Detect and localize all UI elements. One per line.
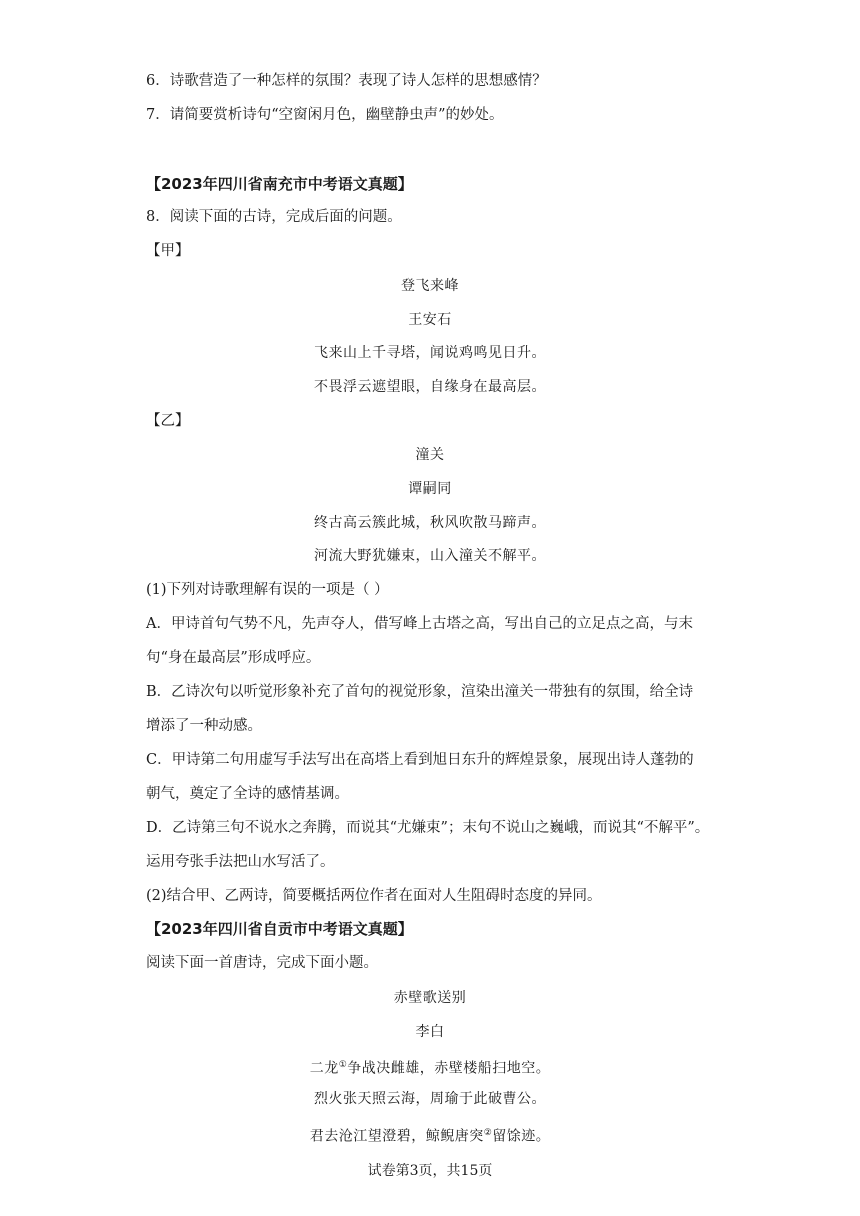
poem-chibi-author: 李白 [415, 1024, 445, 1040]
poem-text: 二龙 [309, 1060, 339, 1077]
option-d-line2: 运用夸张手法把山水写活了。 [146, 854, 335, 870]
option-a-line1: A．甲诗首句气势不凡，先声夺人，借写峰上古塔之高，写出自己的立足点之高，与末 [146, 616, 693, 632]
poem-yi-line2: 河流大野犹嫌束，山入潼关不解平。 [314, 548, 546, 564]
poem-jia-author: 王安石 [408, 312, 452, 328]
question-8: 8．阅读下面的古诗，完成后面的问题。 [146, 209, 402, 225]
poem-yi-author: 谭嗣同 [408, 481, 452, 497]
poem-jia-title: 登飞来峰 [401, 278, 459, 294]
option-b-line2: 增添了一种动感。 [146, 718, 262, 734]
poem-jia-line1: 飞来山上千寻塔，闻说鸡鸣见日升。 [314, 345, 546, 361]
option-d-line1: D．乙诗第三句不说水之奔腾，而说其“尤嫌束”；末句不说山之巍峨，而说其“不解平”。 [146, 820, 710, 836]
poem-text: 君去沧江望澄碧，鲸鲵唐突 [309, 1128, 484, 1145]
question-6: 6．诗歌营造了一种怎样的氛围？表现了诗人怎样的思想感情？ [146, 73, 547, 89]
sub-question-1: (1)下列对诗歌理解有误的一项是（ ） [146, 582, 389, 598]
poem-jia-line2: 不畏浮云遮望眼，自缘身在最高层。 [314, 379, 546, 395]
poem-yi-title: 潼关 [415, 447, 445, 463]
poem-yi-line1: 终古高云簇此城，秋风吹散马蹄声。 [314, 515, 546, 531]
sub-question-2: (2)结合甲、乙两诗，简要概括两位作者在面对人生阻碍时态度的异同。 [146, 888, 602, 904]
option-b-line1: B．乙诗次句以听觉形象补充了首句的视觉形象，渲染出潼关一带独有的氛围，给全诗 [146, 684, 694, 700]
poem-text: 争战决雌雄，赤壁楼船扫地空。 [347, 1060, 551, 1077]
question-7: 7．请简要赏析诗句“空窗闲月色，幽壁静虫声”的妙处。 [146, 107, 504, 123]
poem-chibi-line1 [0, 1055, 860, 1079]
footnote-marker: ② [483, 1128, 493, 1138]
page-footer: 试卷第3页，共15页 [367, 1163, 493, 1179]
section-title-nanchong: 【2023年四川省南充市中考语文真题】 [146, 175, 413, 193]
option-a-line2: 句“身在最高层”形成呼应。 [146, 650, 321, 666]
option-c-line1: C．甲诗第二句用虚写手法写出在高塔上看到旭日东升的辉煌景象，展现出诗人蓬勃的 [146, 752, 694, 768]
poem-chibi-line3 [0, 1123, 860, 1147]
footnote-marker: ① [338, 1060, 348, 1070]
poem-chibi-title: 赤壁歌送别 [393, 990, 467, 1006]
label-yi: 【乙】 [146, 413, 190, 429]
section-title-zigong: 【2023年四川省自贡市中考语文真题】 [146, 920, 413, 938]
section-intro: 阅读下面一首唐诗，完成下面小题。 [146, 955, 378, 971]
label-jia: 【甲】 [146, 243, 190, 259]
option-c-line2: 朝气，奠定了全诗的感情基调。 [146, 786, 349, 802]
poem-chibi-line2: 烈火张天照云海，周瑜于此破曹公。 [314, 1091, 546, 1107]
poem-text: 留馀迹。 [492, 1128, 551, 1145]
